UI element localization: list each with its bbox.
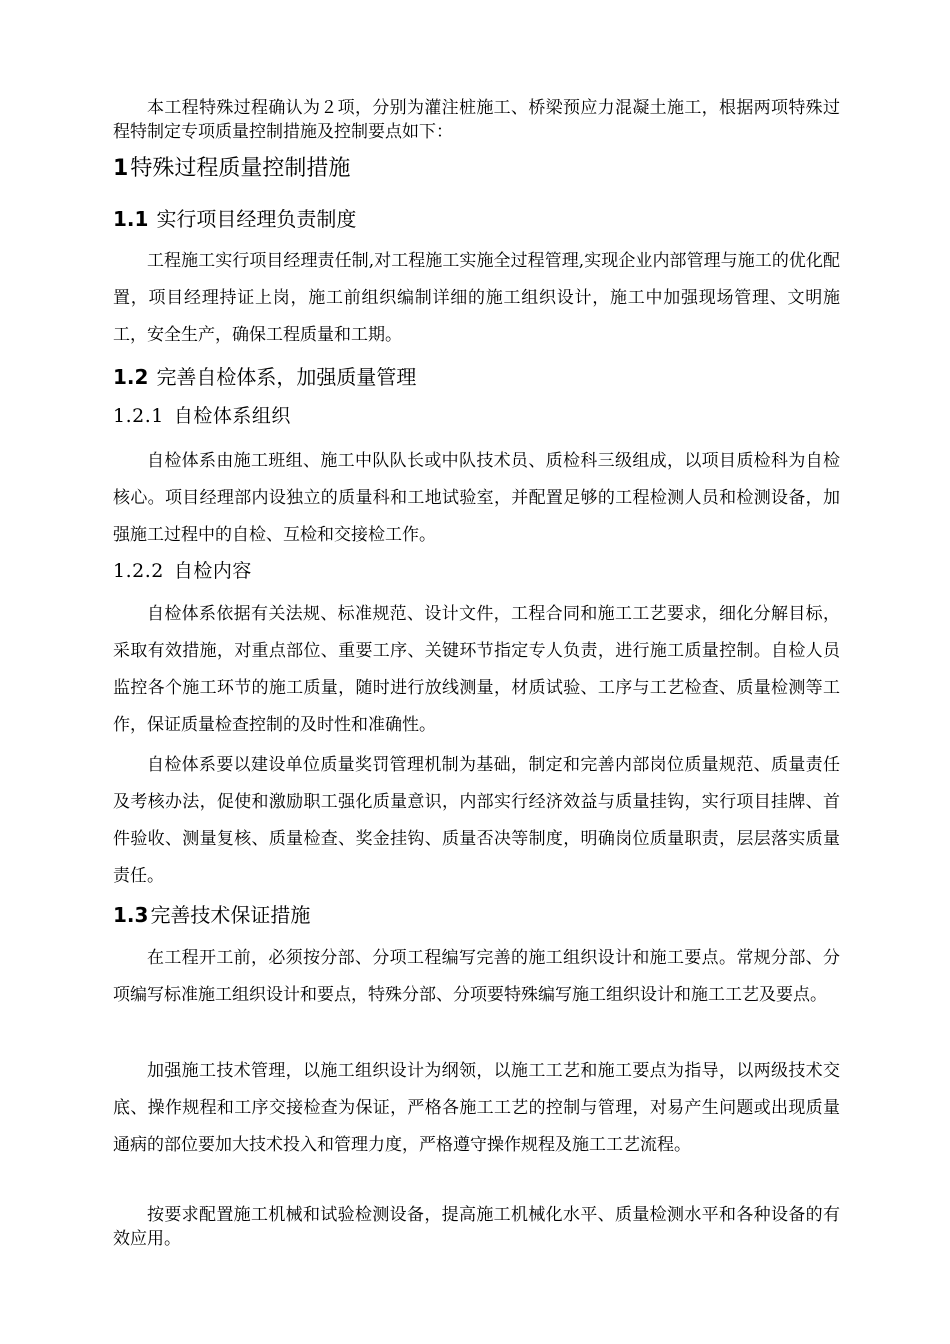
heading-title: 特殊过程质量控制措施 <box>130 156 351 181</box>
section-1-2-1-body <box>113 443 840 554</box>
paragraph: 按要求配置施工机械和试验检测设备，提高施工机械化水平、质量检测水平和各种设备的有效应用。 <box>113 1205 840 1249</box>
heading-section-1-2 <box>113 363 840 391</box>
section-1-3-body-3 <box>113 1203 840 1251</box>
section-1-3-body-2 <box>113 1053 840 1164</box>
paragraph: 加强施工技术管理，以施工组织设计为纲领，以施工工艺和施工要点为指导，以两级技术交底、操作规程和工序交接检查为保证，严格各施工工艺的控制与管理，对易产生问题或出现质量通病的部位要加大技术投入和管理力度，严格遵守操作规程及施工工艺流程。 <box>113 1061 840 1155</box>
heading-number: 1.2 <box>113 365 149 389</box>
heading-title: 完善技术保证措施 <box>150 903 311 927</box>
heading-title: 完善自检体系，加强质量管理 <box>156 365 417 389</box>
heading-number: 1.2.1 <box>113 405 164 427</box>
section-1-3-body-1 <box>113 940 840 1014</box>
heading-section-1-2-2 <box>113 558 840 584</box>
paragraph: 自检体系要以建设单位质量奖罚管理机制为基础，制定和完善内部岗位质量规范、质量责任及考核办法，促使和激励职工强化质量意识，内部实行经济效益与质量挂钩，实行项目挂牌、首件验收、测量复核、质量检查、奖金挂钩、质量否决等制度，明确岗位质量职责，层层落实质量责任。 <box>113 755 840 886</box>
heading-number: 1 <box>113 156 129 181</box>
heading-section-1-3 <box>113 901 840 929</box>
intro-block <box>113 96 840 144</box>
paragraph: 自检体系依据有关法规、标准规范、设计文件，工程合同和施工工艺要求，细化分解目标，采取有效措施，对重点部位、重要工序、关键环节指定专人负责，进行施工质量控制。自检人员监控各个施工环节的施工质量，随时进行放线测量，材质试验、工序与工艺检查、质量检测等工作，保证质量检查控制的及时性和准确性。 <box>113 604 840 735</box>
heading-title: 实行项目经理负责制度 <box>156 207 357 231</box>
section-1-2-2-body-1 <box>113 596 840 744</box>
section-1-2-2-body-2 <box>113 747 840 895</box>
paragraph: 在工程开工前，必须按分部、分项工程编写完善的施工组织设计和施工要点。常规分部、分项编写标准施工组织设计和要点，特殊分部、分项要特殊编写施工组织设计和施工工艺及要点。 <box>113 948 840 1005</box>
paragraph: 自检体系由施工班组、施工中队队长或中队技术员、质检科三级组成，以项目质检科为自检核心。项目经理部内设独立的质量科和工地试验室，并配置足够的工程检测人员和检测设备，加强施工过程中的自检、互检和交接检工作。 <box>113 451 840 545</box>
heading-number: 1.2.2 <box>113 560 164 582</box>
heading-section-1-1 <box>113 205 840 233</box>
section-1-1-body <box>113 243 840 354</box>
heading-number: 1.3 <box>113 903 149 927</box>
heading-number: 1.1 <box>113 207 149 231</box>
heading-title: 自检体系组织 <box>173 405 291 427</box>
intro-paragraph: 本工程特殊过程确认为２项，分别为灌注桩施工、桥梁预应力混凝土施工，根据两项特殊过程特制定专项质量控制措施及控制要点如下： <box>113 98 840 142</box>
paragraph: 工程施工实行项目经理责任制,对工程施工实施全过程管理,实现企业内部管理与施工的优化配置，项目经理持证上岗，施工前组织编制详细的施工组织设计，施工中加强现场管理、文明施工，安全生产，确保工程质量和工期。 <box>113 251 840 345</box>
heading-section-1-2-1 <box>113 403 840 429</box>
heading-title: 自检内容 <box>173 560 252 582</box>
heading-section-1 <box>113 154 840 184</box>
